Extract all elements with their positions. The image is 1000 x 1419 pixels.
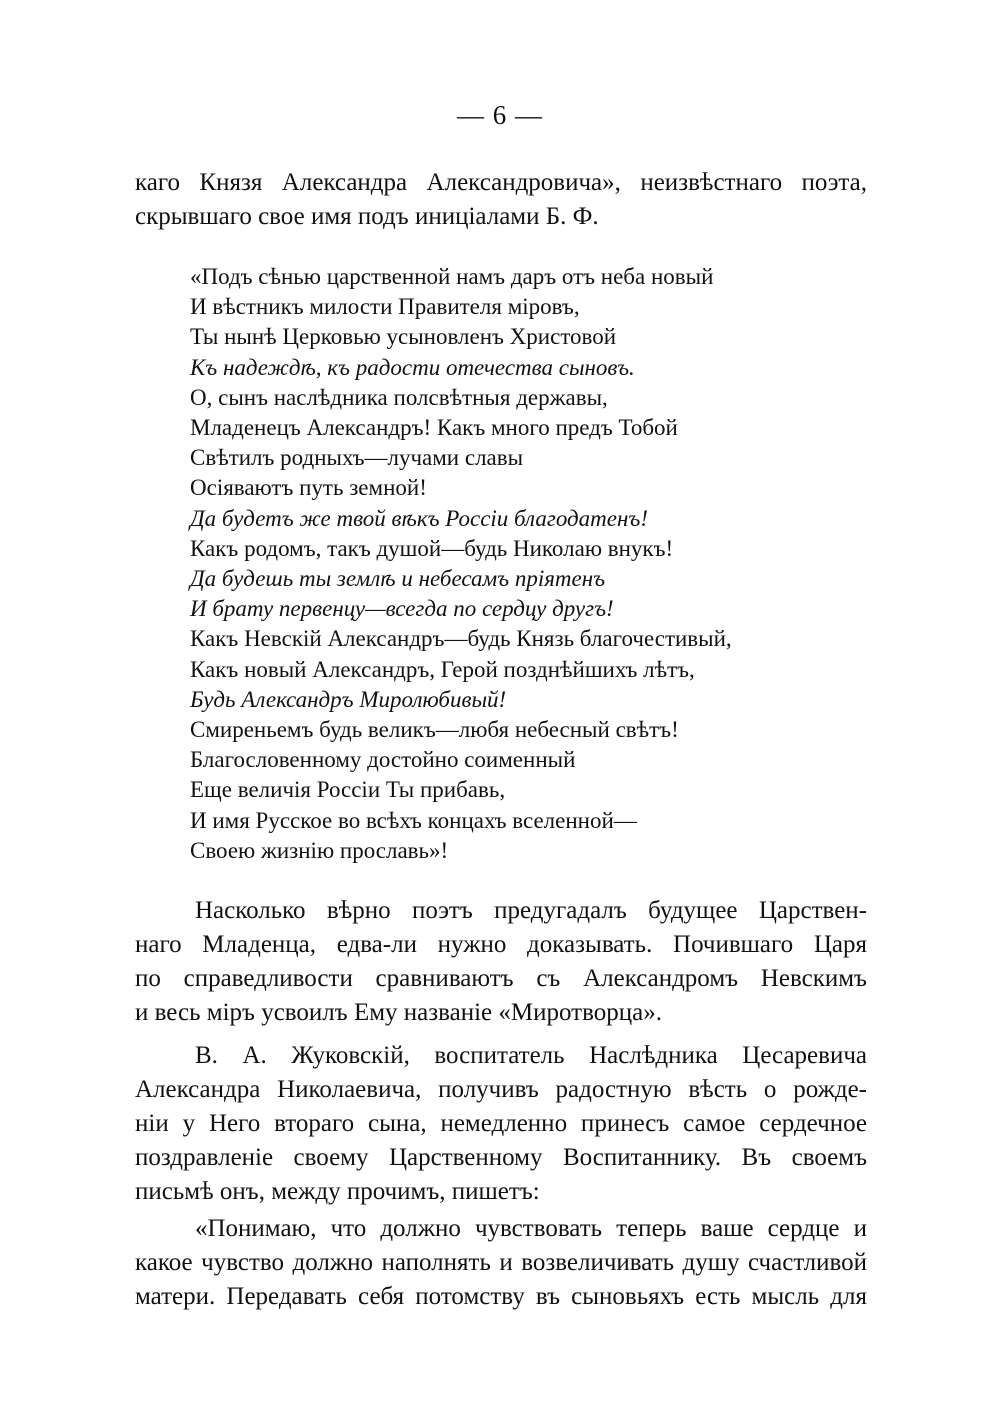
text-line: В. А. Жуковскій, воспитатель Наслѣдника Цесаревича bbox=[195, 1042, 867, 1069]
poem-line: Свѣтилъ родныхъ—лучами славы bbox=[190, 445, 524, 471]
poem-line: И брату первенцу—всегда по сердцу другъ! bbox=[190, 596, 614, 622]
intro-paragraph bbox=[135, 166, 867, 234]
poem-line: Осіяваютъ путь земной! bbox=[190, 475, 427, 501]
text-line: по справедливости сравниваютъ съ Александромъ Невскимъ bbox=[135, 965, 867, 992]
poem-line: Какъ новый Александръ, Герой позднѣйшихъ лѣтъ, bbox=[190, 656, 695, 682]
poem-line: Будь Александръ Миролюбивый! bbox=[190, 686, 507, 712]
quote-paragraph bbox=[135, 1212, 867, 1314]
text-line: скрывшаго свое имя подъ иниціалами Б. Ф. bbox=[135, 203, 599, 230]
poem-line: Смиреньемъ будь великъ—любя небесный свѣтъ! bbox=[190, 717, 679, 743]
text-line: письмѣ онъ, между прочимъ, пишетъ: bbox=[135, 1178, 540, 1205]
text-line: Насколько вѣрно поэтъ предугадалъ будущее Царствен- bbox=[195, 897, 867, 924]
text-line: Александра Николаевича, получивъ радостную вѣсть о рожде- bbox=[135, 1076, 867, 1103]
text-line: ніи у Него втораго сына, немедленно принесъ самое сердечное bbox=[135, 1110, 867, 1137]
text-line: и весь міръ усвоилъ Ему названіе «Миротворца». bbox=[135, 999, 662, 1026]
poem-line: И имя Русское во всѣхъ концахъ вселенной— bbox=[190, 807, 637, 833]
poem-line: Ты нынѣ Церковью усыновленъ Христовой bbox=[190, 324, 617, 350]
poem-line: Какъ Невскій Александръ—будь Князь благочестивый, bbox=[190, 626, 732, 652]
text-line: какое чувство должно наполнять и возвеличивать душу счастливой bbox=[135, 1249, 867, 1276]
poem-line: Къ надеждѣ, къ радости отечества сыновъ. bbox=[190, 354, 635, 380]
text-line: матери. Передавать себя потомству въ сыновьяхъ есть мысль для bbox=[135, 1283, 867, 1310]
text-line: поздравленіе своему Царственному Воспитаннику. Въ своемъ bbox=[135, 1144, 867, 1171]
poem-line: Своею жизнію прославь»! bbox=[190, 837, 449, 863]
poem-line: О, сынъ наслѣдника полсвѣтныя державы, bbox=[190, 384, 608, 410]
text-line: «Понимаю, что должно чувствовать теперь ваше сердце и bbox=[195, 1215, 867, 1242]
text-line: наго Младенца, едва-ли нужно доказывать. Почившаго Царя bbox=[135, 931, 867, 958]
poem-line: И вѣстникъ милости Правителя міровъ, bbox=[190, 294, 580, 320]
paragraph-1 bbox=[135, 894, 867, 1030]
paragraph-2 bbox=[135, 1039, 867, 1209]
poem bbox=[190, 262, 732, 866]
text-line: каго Князя Александра Александровича», неизвѣстнаго поэта, bbox=[135, 169, 867, 196]
poem-line: Еще величія Россіи Ты прибавь, bbox=[190, 777, 506, 803]
poem-line: Какъ родомъ, такъ душой—будь Николаю внукъ! bbox=[190, 535, 674, 561]
poem-line: Да будетъ же твой вѣкъ Россіи благодатенъ! bbox=[190, 505, 648, 531]
poem-line: Да будешь ты землѣ и небесамъ пріятенъ bbox=[190, 566, 606, 592]
poem-line: Младенецъ Александръ! Какъ много предъ Тобой bbox=[190, 415, 678, 441]
poem-line: Благословенному достойно соименный bbox=[190, 747, 576, 773]
poem-line: «Подъ сѣнью царственной намъ даръ отъ неба новый bbox=[190, 264, 714, 289]
page-number: — 6 — bbox=[457, 100, 543, 130]
